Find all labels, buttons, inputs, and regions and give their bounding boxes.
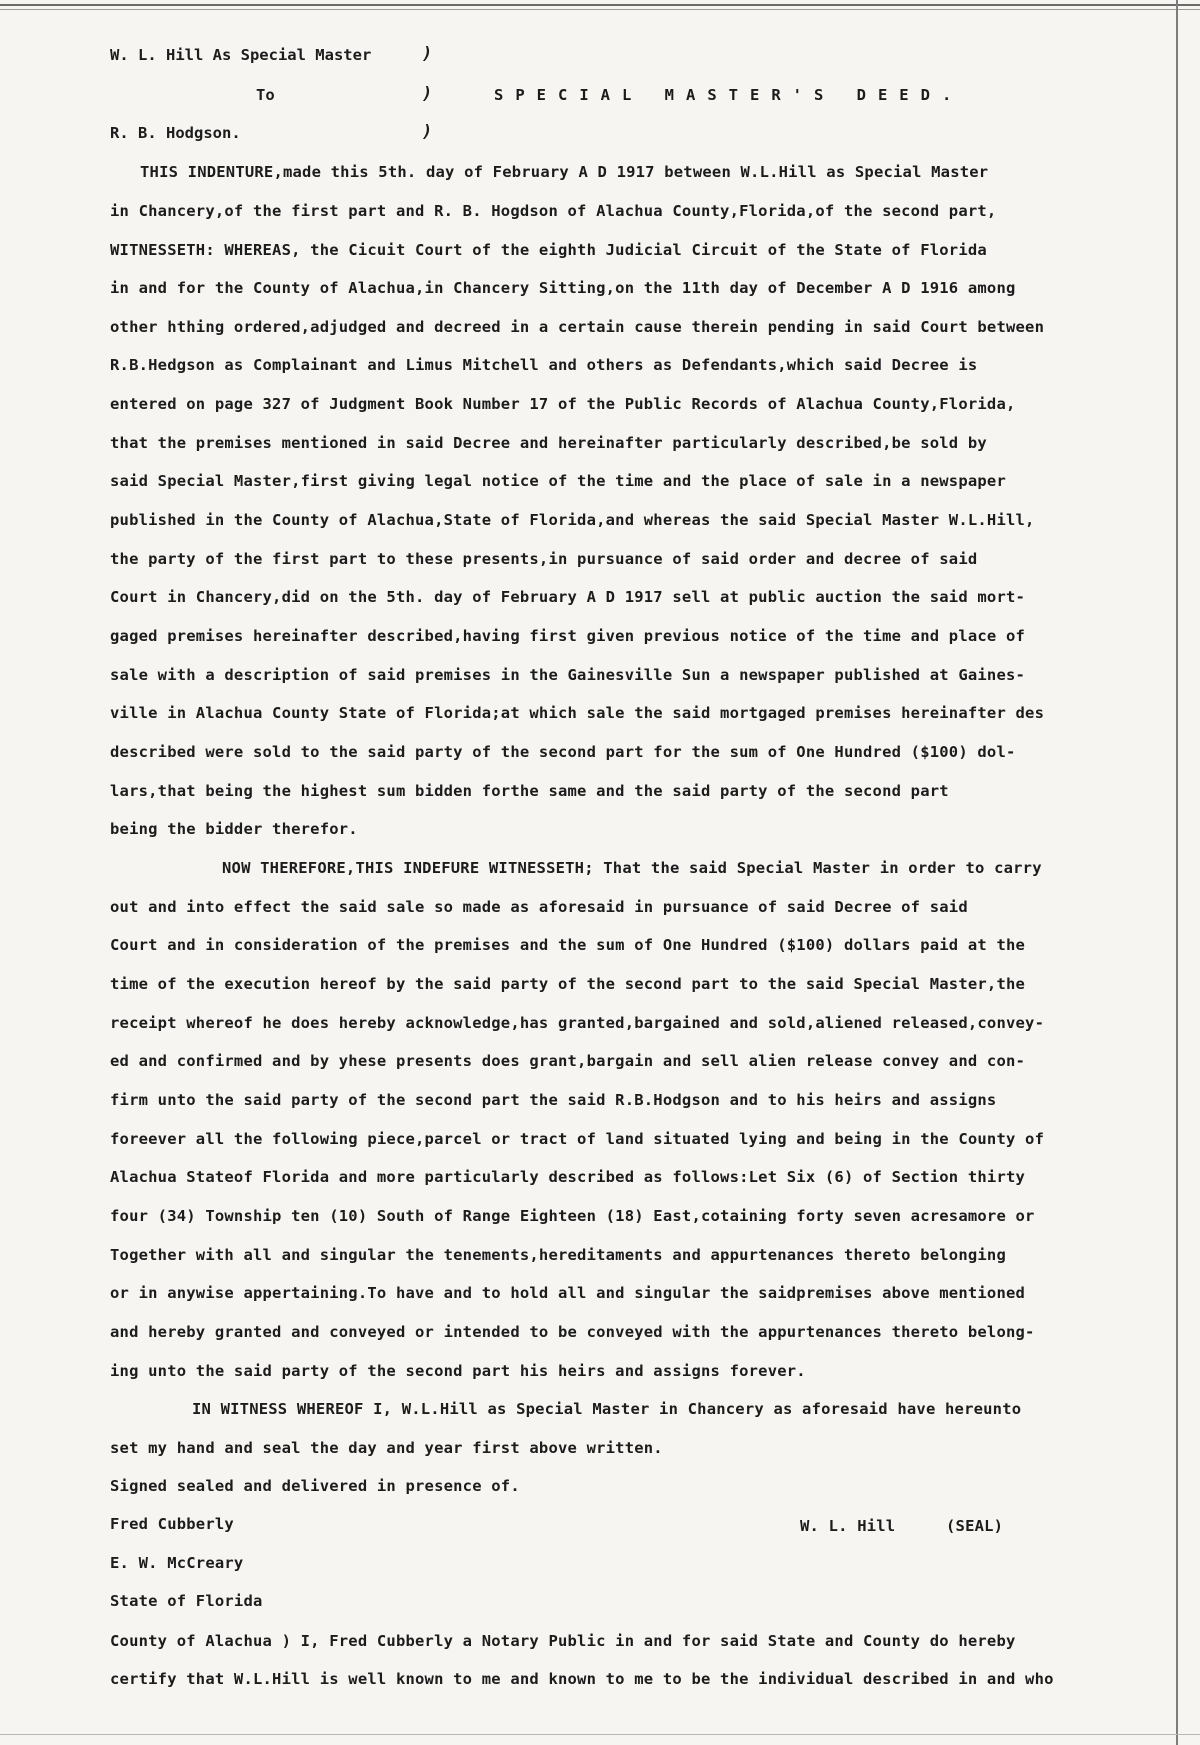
document-title: SPECIAL MASTER'S DEED. (494, 86, 964, 104)
body-line: in Chancery,of the first part and R. B. Hogdson of Alachua County,Florida,of the second part, (110, 202, 997, 220)
grantor-line: W. L. Hill As Special Master (110, 46, 372, 64)
header-paren-3: ) (422, 122, 433, 142)
body-line: receipt whereof he does hereby acknowledge,has granted,bargained and sold,aliened released,convey- (110, 1014, 1045, 1032)
seal-mark: (SEAL) (946, 1517, 1004, 1535)
bottom-border (0, 1734, 1200, 1735)
body-line: firm unto the said party of the second part the said R.B.Hodgson and to his heirs and assigns (110, 1091, 997, 1109)
header-paren-2: ) (422, 84, 433, 104)
body-line: certify that W.L.Hill is well known to me and known to me to be the individual described in and who (110, 1670, 1054, 1688)
header-paren-1: ) (422, 44, 433, 64)
body-line: time of the execution hereof by the said party of the second part to the said Special Master,the (110, 975, 1026, 993)
body-line: State of Florida (110, 1592, 263, 1610)
body-line: that the premises mentioned in said Decree and hereinafter particularly described,be sold by (110, 434, 987, 452)
body-line: lars,that being the highest sum bidden forthe same and the said party of the second part (110, 782, 949, 800)
body-line: and hereby granted and conveyed or intended to be conveyed with the appurtenances thereto belong- (110, 1323, 1035, 1341)
body-line: gaged premises hereinafter described,having first given previous notice of the time and place of (110, 627, 1026, 645)
body-line: the party of the first part to these presents,in pursuance of said order and decree of said (110, 550, 978, 568)
body-line: THIS INDENTURE,made this 5th. day of February A D 1917 between W.L.Hill as Special Master (140, 163, 989, 181)
body-line: set my hand and seal the day and year first above written. (110, 1439, 663, 1457)
body-line: Alachua Stateof Florida and more particularly described as follows:Let Six (6) of Section thirty (110, 1168, 1026, 1186)
body-line: ing unto the said party of the second part his heirs and assigns forever. (110, 1362, 806, 1380)
top-border (0, 4, 1200, 6)
body-line: or in anywise appertaining.To have and to hold all and singular the saidpremises above mentioned (110, 1284, 1026, 1302)
body-line: four (34) Township ten (10) South of Range Eighteen (18) East,cotaining forty seven acresamore or (110, 1207, 1035, 1225)
body-line: Court in Chancery,did on the 5th. day of February A D 1917 sell at public auction the said mort- (110, 588, 1026, 606)
body-line: IN WITNESS WHEREOF I, W.L.Hill as Special Master in Chancery as aforesaid have hereunto (192, 1400, 1022, 1418)
witness-name: Fred Cubberly (110, 1515, 234, 1533)
body-line: Court and in consideration of the premises and the sum of One Hundred ($100) dollars paid at the (110, 936, 1026, 954)
body-line: County of Alachua ) I, Fred Cubberly a Notary Public in and for said State and County do hereby (110, 1632, 1016, 1650)
body-line: said Special Master,first giving legal notice of the time and the place of sale in a newspaper (110, 472, 1006, 490)
body-line: Together with all and singular the tenements,hereditaments and appurtenances thereto belonging (110, 1246, 1006, 1264)
body-line: being the bidder therefor. (110, 820, 358, 838)
top-border-inner (0, 9, 1200, 10)
right-margin-rule (1176, 0, 1178, 1745)
body-line: entered on page 327 of Judgment Book Number 17 of the Public Records of Alachua County,Florida, (110, 395, 1016, 413)
body-line: NOW THEREFORE,THIS INDEFURE WITNESSETH; That the said Special Master in order to carry (222, 859, 1042, 877)
signer-name: W. L. Hill (800, 1517, 896, 1535)
body-line: WITNESSETH: WHEREAS, the Cicuit Court of the eighth Judicial Circuit of the State of Florida (110, 241, 987, 259)
body-line: ed and confirmed and by yhese presents does grant,bargain and sell alien release convey and con- (110, 1052, 1026, 1070)
body-line: described were sold to the said party of the second part for the sum of One Hundred ($100) dol- (110, 743, 1016, 761)
body-line: sale with a description of said premises in the Gainesville Sun a newspaper published at Gaines- (110, 666, 1026, 684)
body-line: published in the County of Alachua,State of Florida,and whereas the said Special Master W.L.Hill, (110, 511, 1035, 529)
body-line: Signed sealed and delivered in presence of. (110, 1477, 520, 1495)
body-line: R.B.Hedgson as Complainant and Limus Mitchell and others as Defendants,which said Decree is (110, 356, 978, 374)
grantee-line: R. B. Hodgson. (110, 124, 241, 142)
body-line: in and for the County of Alachua,in Chancery Sitting,on the 11th day of December A D 1916 among (110, 279, 1016, 297)
body-line: foreever all the following piece,parcel or tract of land situated lying and being in the County of (110, 1130, 1045, 1148)
body-line: ville in Alachua County State of Florida;at which sale the said mortgaged premises hereinafter des (110, 704, 1045, 722)
to-line: To (256, 86, 275, 104)
witness-name: E. W. McCreary (110, 1554, 244, 1572)
body-line: other hthing ordered,adjudged and decreed in a certain cause therein pending in said Court between (110, 318, 1045, 336)
body-line: out and into effect the said sale so made as aforesaid in pursuance of said Decree of said (110, 898, 968, 916)
